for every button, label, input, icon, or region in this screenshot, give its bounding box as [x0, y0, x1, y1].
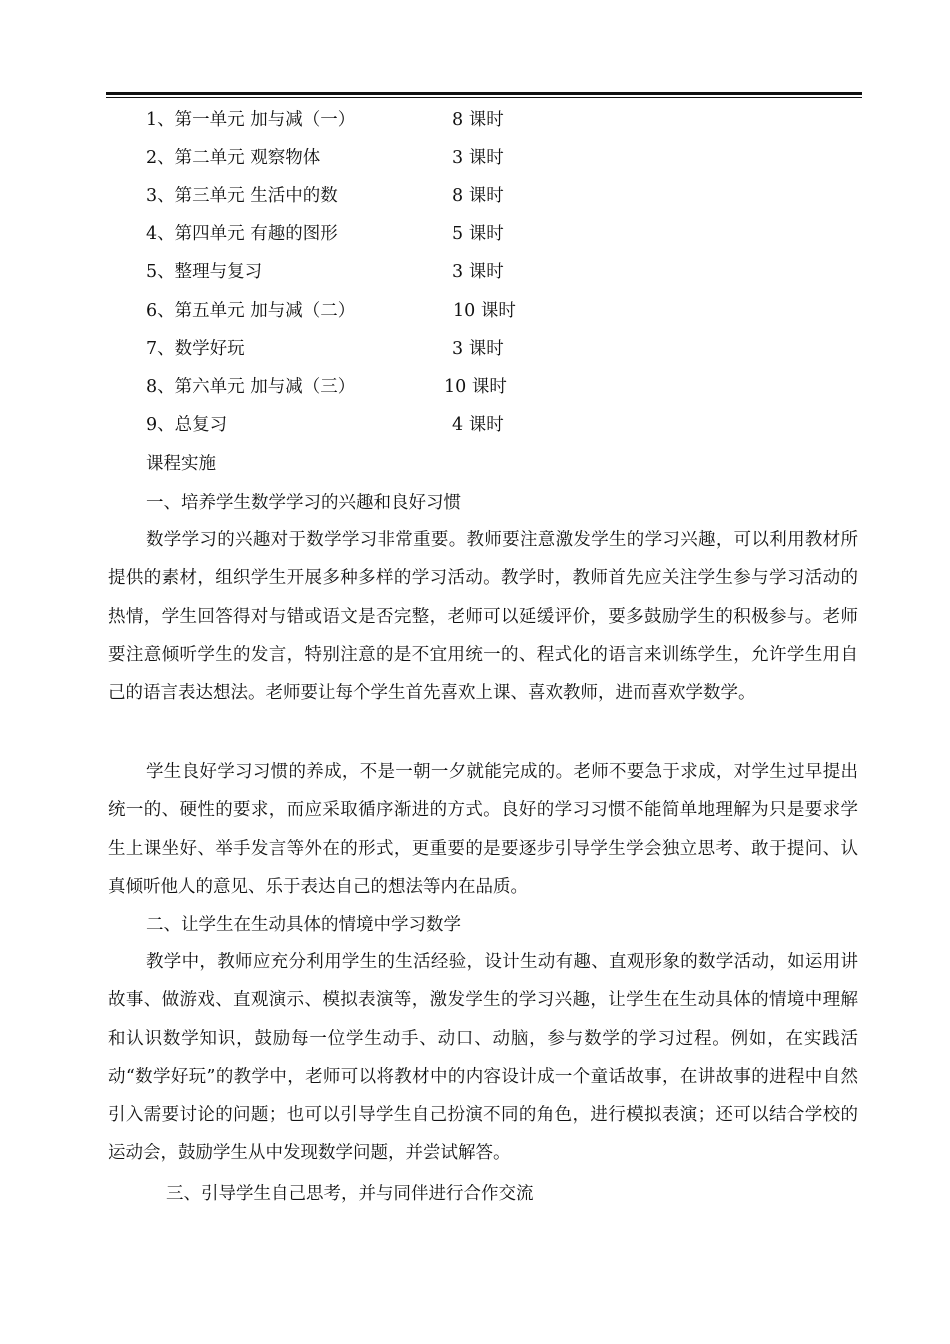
unit-hours: 4 课时	[452, 415, 504, 435]
unit-name: 4、第四单元 有趣的图形	[146, 224, 338, 244]
section-heading: 一、培养学生数学学习的兴趣和良好习惯	[146, 493, 461, 513]
body-paragraph: 数学学习的兴趣对于数学学习非常重要。教师要注意激发学生的学习兴趣，可以利用教材所提供的素材，组织学生开展多种多样的学习活动。教学时，教师首先应关注学生参与学习活动的热情，学生回答得对与错或语文是否完整，老师可以延缓评价，要多鼓励学生的积极参与。老师要注意倾听学生的发言，特别注意的是不宜用统一的、程式化的语言来训练学生，允许学生用自己的语言表达想法。老师要让每个学生首先喜欢上课、喜欢教师，进而喜欢学数学。	[108, 530, 858, 704]
unit-name: 7、数学好玩	[146, 339, 245, 359]
unit-hours: 10 课时	[444, 377, 507, 397]
unit-hours: 8 课时	[452, 110, 504, 130]
header-rule-thick	[106, 92, 862, 95]
unit-hours: 3 课时	[452, 148, 504, 168]
header-rule-thin	[106, 97, 862, 98]
unit-name: 5、整理与复习	[146, 262, 263, 282]
unit-name: 9、总复习	[146, 415, 228, 435]
unit-name: 2、第二单元 观察物体	[146, 148, 321, 168]
section-title: 课程实施	[146, 454, 216, 474]
body-paragraph: 学生良好学习习惯的养成，不是一朝一夕就能完成的。老师不要急于求成，对学生过早提出统一的、硬性的要求，而应采取循序渐进的方式。良好的学习习惯不能简单地理解为只是要求学生上课坐好、举手发言等外在的形式，更重要的是要逐步引导学生学会独立思考、敢于提问、认真倾听他人的意见、乐于表达自己的想法等内在品质。	[108, 762, 858, 897]
unit-name: 8、第六单元 加与减（三）	[146, 377, 356, 397]
unit-name: 1、第一单元 加与减（一）	[146, 110, 356, 130]
unit-hours: 10 课时	[453, 301, 516, 321]
section-heading: 二、让学生在生动具体的情境中学习数学	[146, 915, 461, 935]
unit-name: 3、第三单元 生活中的数	[146, 186, 338, 206]
unit-hours: 3 课时	[452, 339, 504, 359]
unit-hours: 3 课时	[452, 262, 504, 282]
body-paragraph: 教学中，教师应充分利用学生的生活经验，设计生动有趣、直观形象的数学活动，如运用讲故事、做游戏、直观演示、模拟表演等，激发学生的学习兴趣，让学生在生动具体的情境中理解和认识数学知识，鼓励每一位学生动手、动口、动脑，参与数学的学习过程。例如，在实践活动“数学好玩”的教学中，老师可以将教材中的内容设计成一个童话故事，在讲故事的进程中自然引入需要讨论的问题；也可以引导学生自己扮演不同的角色，进行模拟表演；还可以结合学校的运动会，鼓励学生从中发现数学问题，并尝试解答。	[108, 952, 858, 1164]
unit-hours: 5 课时	[452, 224, 504, 244]
unit-name: 6、第五单元 加与减（二）	[146, 301, 356, 321]
section-heading: 三、引导学生自己思考，并与同伴进行合作交流	[166, 1184, 534, 1204]
unit-hours: 8 课时	[452, 186, 504, 206]
